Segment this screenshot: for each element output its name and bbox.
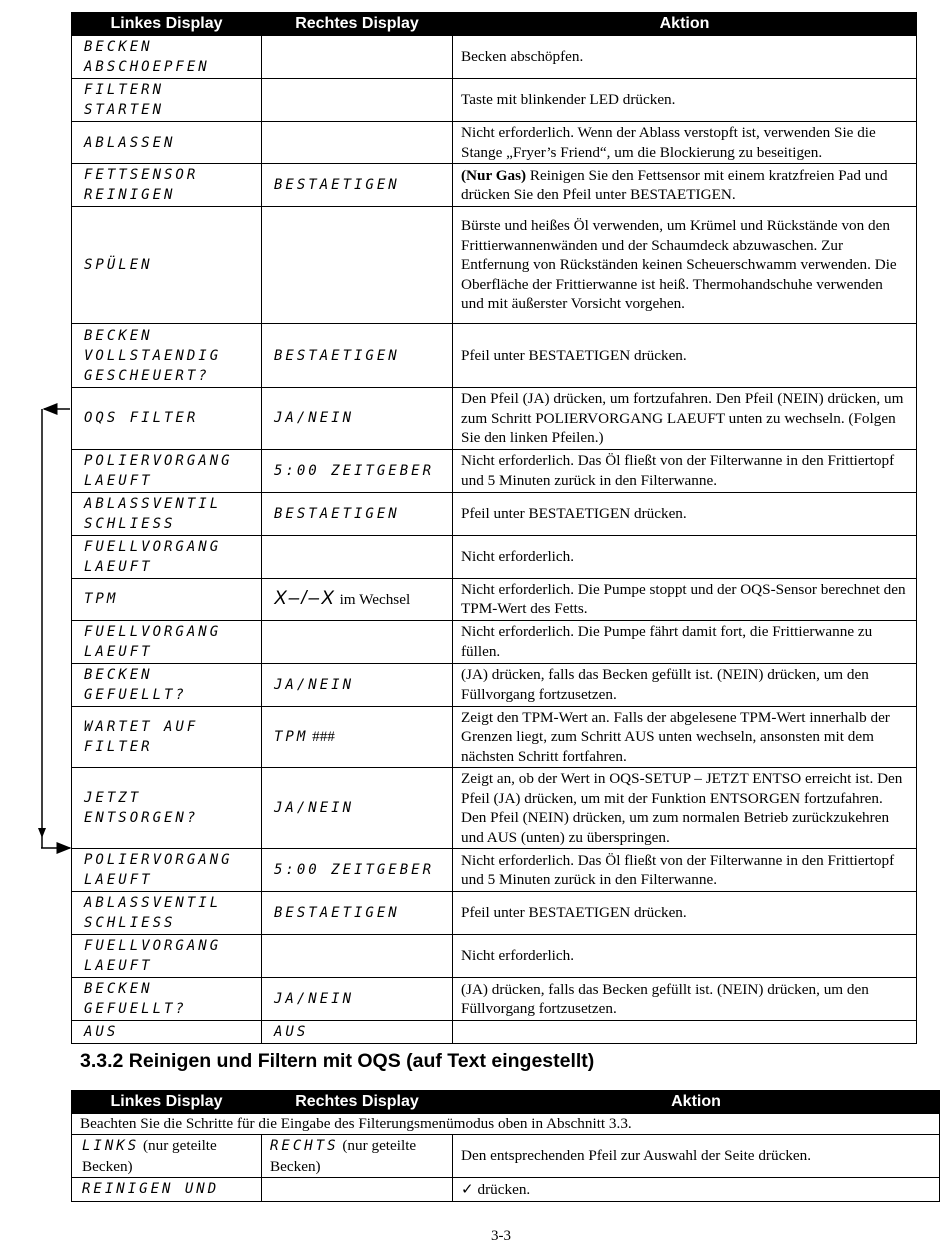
left-display-cell: FUELLVORGANG LAEUFT (72, 935, 262, 978)
left-display-cell: JETZT ENTSORGEN? (72, 768, 262, 849)
table-row (72, 1178, 940, 1202)
right-display-cell: BESTAETIGEN (262, 164, 453, 207)
right-display-code: RECHTS (270, 1138, 339, 1154)
right-display-cell (262, 578, 453, 620)
table-row (72, 849, 917, 892)
action-cell: Pfeil unter BESTAETIGEN drücken. (453, 492, 917, 535)
table-row (72, 535, 917, 578)
right-display-cell (262, 1178, 453, 1202)
table-row (72, 578, 917, 620)
right-display-cell (262, 620, 453, 663)
right-display-note: (nur geteilte Becken) (270, 1137, 417, 1175)
action-cell: Nicht erforderlich. Das Öl fließt von der Filterwanne in den Frittiertopf und 5 Minuten zurück in den Filterwanne. (453, 849, 917, 892)
header-action: Aktion (453, 1091, 940, 1114)
left-display-cell: ABLASSVENTIL SCHLIESS (72, 892, 262, 935)
tpm-label: TPM (274, 728, 309, 745)
table-row (72, 207, 917, 324)
action-cell (453, 1178, 940, 1202)
right-display-cell: BESTAETIGEN (262, 492, 453, 535)
right-display-cell: 5:00 ZEITGEBER (262, 449, 453, 492)
checkmark-icon: ✓ drücken. (461, 1180, 531, 1198)
table-row (72, 768, 917, 849)
action-cell: Nicht erforderlich. (453, 935, 917, 978)
header-left-display: Linkes Display (72, 13, 262, 36)
left-display-cell: BECKEN GEFUELLT? (72, 663, 262, 706)
action-cell (453, 1021, 917, 1044)
left-display-cell: ABLASSEN (72, 122, 262, 164)
table-row (72, 706, 917, 768)
gas-only-label: (Nur Gas) (461, 166, 527, 184)
tpm-value-placeholder: ### (308, 727, 335, 745)
right-display-cell (262, 122, 453, 164)
table-row (72, 892, 917, 935)
right-display-cell (262, 535, 453, 578)
table-row (72, 620, 917, 663)
skip-flow-arrow (0, 0, 80, 900)
alternating-label: im Wechsel (335, 590, 411, 608)
action-cell (453, 164, 917, 207)
table-row (72, 324, 917, 388)
action-cell: Nicht erforderlich. Die Pumpe fährt damit fort, die Frittierwanne zu füllen. (453, 620, 917, 663)
table-header-row (72, 13, 917, 36)
right-display-cell: 5:00 ZEITGEBER (262, 849, 453, 892)
action-cell: Den Pfeil (JA) drücken, um fortzufahren. Den Pfeil (NEIN) drücken, um zum Schritt POLIERVORGANG LAEUFT unten zu wechseln. (Folgen Sie den linken Pfeilen.) (453, 388, 917, 450)
action-cell: Nicht erforderlich. Das Öl fließt von der Filterwanne in den Frittiertopf und 5 Minuten zurück in den Filterwanne. (453, 449, 917, 492)
right-display-cell (262, 1135, 453, 1178)
table-row (72, 978, 917, 1021)
right-display-cell: BESTAETIGEN (262, 892, 453, 935)
left-display-cell: ABLASSVENTIL SCHLIESS (72, 492, 262, 535)
right-display-cell (262, 207, 453, 324)
oqs-text-steps-table (71, 1090, 940, 1202)
right-display-cell (262, 706, 453, 768)
header-action: Aktion (453, 13, 917, 36)
right-display-cell: JA/NEIN (262, 663, 453, 706)
left-display-cell: WARTET AUF FILTER (72, 706, 262, 768)
left-display-cell: FETTSENSOR REINIGEN (72, 164, 262, 207)
left-display-cell: FUELLVORGANG LAEUFT (72, 620, 262, 663)
table-row (72, 122, 917, 164)
right-display-cell: AUS (262, 1021, 453, 1044)
table-header-row (72, 1091, 940, 1114)
action-cell: Becken abschöpfen. (453, 36, 917, 79)
action-text: Reinigen Sie den Fettsensor mit einem kratzfreien Pad und drücken Sie den Pfeil unter BESTAETIGEN. (461, 166, 888, 203)
action-cell: Nicht erforderlich. (453, 535, 917, 578)
left-display-cell: BECKEN GEFUELLT? (72, 978, 262, 1021)
table-row (72, 388, 917, 450)
table-row (72, 164, 917, 207)
table-row (72, 663, 917, 706)
right-display-cell (262, 36, 453, 79)
left-display-cell (72, 1135, 262, 1178)
left-display-note: (nur geteilte Becken) (82, 1137, 217, 1175)
table-row (72, 449, 917, 492)
left-display-cell: BECKEN VOLLSTAENDIG GESCHEUERT? (72, 324, 262, 388)
left-display-code: LINKS (82, 1138, 140, 1154)
action-cell: Pfeil unter BESTAETIGEN drücken. (453, 324, 917, 388)
action-cell: Den entsprechenden Pfeil zur Auswahl der Seite drücken. (453, 1135, 940, 1178)
tpm-alternating-value: X–/–X (274, 587, 336, 609)
table-row (72, 935, 917, 978)
filter-menu-note: Beachten Sie die Schritte für die Eingabe des Filterungsmenümodus oben in Abschnitt 3.3. (72, 1114, 940, 1135)
left-display-cell: POLIERVORGANG LAEUFT (72, 849, 262, 892)
page-number: 3-3 (491, 1228, 511, 1244)
action-cell: Zeigt an, ob der Wert in OQS-SETUP – JETZT ENTSO erreicht ist. Den Pfeil (JA) drücken, um mit der Funktion ENTSORGEN fortzufahren. Den Pfeil (NEIN) drücken, um zum normalen Betrieb zurückzukehren und AUS (unten) zu überspringen. (453, 768, 917, 849)
left-display-cell (72, 1178, 262, 1202)
header-left-display: Linkes Display (72, 1091, 262, 1114)
table-row (72, 1021, 917, 1044)
right-display-cell (262, 79, 453, 122)
action-cell: Nicht erforderlich. Wenn der Ablass verstopft ist, verwenden Sie die Stange „Fryer’s Friend“, um die Blockierung zu beseitigen. (453, 122, 917, 164)
left-display-cell: OQS FILTER (72, 388, 262, 450)
left-display-code: REINIGEN UND (82, 1181, 220, 1197)
header-right-display: Rechtes Display (262, 1091, 453, 1114)
action-cell: (JA) drücken, falls das Becken gefüllt ist. (NEIN) drücken, um den Füllvorgang fortzusetzen. (453, 978, 917, 1021)
right-display-cell: JA/NEIN (262, 388, 453, 450)
right-display-cell: JA/NEIN (262, 768, 453, 849)
right-display-cell: BESTAETIGEN (262, 324, 453, 388)
left-display-cell: SPÜLEN (72, 207, 262, 324)
left-display-cell: AUS (72, 1021, 262, 1044)
action-cell: Bürste und heißes Öl verwenden, um Krümel und Rückstände von den Frittierwannenwänden und der Schaumdeck abzuwaschen. Zur Entfernung von Rückständen keinen Scheuerschwamm verwenden. Die Oberfläche der Frittierwanne ist heiß. Thermohandschuhe verwenden und mit äußerster Vorsicht vorgehen. (453, 207, 917, 324)
action-cell: (JA) drücken, falls das Becken gefüllt ist. (NEIN) drücken, um den Füllvorgang fortzusetzen. (453, 663, 917, 706)
table-row (72, 492, 917, 535)
action-cell: Nicht erforderlich. Die Pumpe stoppt und der OQS-Sensor berechnet den TPM-Wert des Fetts. (453, 578, 917, 620)
right-display-cell (262, 935, 453, 978)
left-display-cell: POLIERVORGANG LAEUFT (72, 449, 262, 492)
left-display-cell: FILTERN STARTEN (72, 79, 262, 122)
header-right-display: Rechtes Display (262, 13, 453, 36)
right-display-cell: JA/NEIN (262, 978, 453, 1021)
left-display-cell: TPM (72, 578, 262, 620)
filter-steps-table (71, 12, 917, 1044)
action-cell: Taste mit blinkender LED drücken. (453, 79, 917, 122)
section-heading: 3.3.2 Reinigen und Filtern mit OQS (auf Text eingestellt) (80, 1050, 595, 1072)
action-cell: Pfeil unter BESTAETIGEN drücken. (453, 892, 917, 935)
left-display-cell: BECKEN ABSCHOEPFEN (72, 36, 262, 79)
note-row (72, 1114, 940, 1135)
table-row (72, 1135, 940, 1178)
action-cell: Zeigt den TPM-Wert an. Falls der abgelesene TPM-Wert innerhalb der Grenzen liegt, zum Schritt AUS unten wechseln, ansonsten mit dem nächsten Schritt fortfahren. (453, 706, 917, 768)
left-display-cell: FUELLVORGANG LAEUFT (72, 535, 262, 578)
table-row (72, 36, 917, 79)
table-row (72, 79, 917, 122)
arrow-down-head (38, 828, 46, 838)
